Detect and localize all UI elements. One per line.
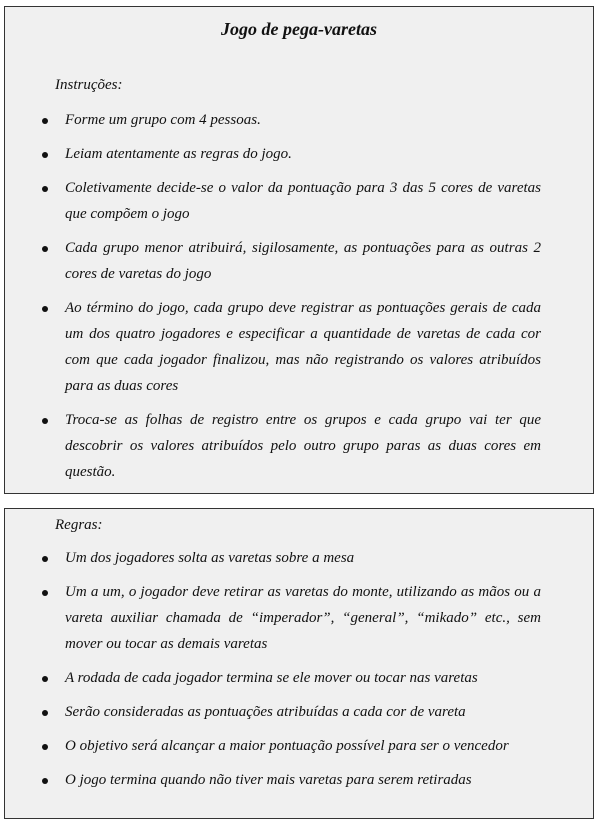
instructions-list xyxy=(5,107,593,493)
bullet-icon xyxy=(42,590,48,596)
bullet-icon xyxy=(42,152,48,158)
list-item-text: A rodada de cada jogador termina se ele mover ou tocar nas varetas xyxy=(65,670,478,686)
bullet-icon xyxy=(42,306,48,312)
list-item xyxy=(5,699,593,725)
list-item xyxy=(5,107,593,133)
list-item-text: Um a um, o jogador deve retirar as varetas do monte, utilizando as mãos ou a vareta auxiliar chamada de “imperador”, “general”, “mikado” etc., sem mover ou tocar as demais varetas xyxy=(65,584,541,652)
list-item-text: O objetivo será alcançar a maior pontuação possível para ser o vencedor xyxy=(65,738,509,754)
list-item-text: O jogo termina quando não tiver mais varetas para serem retiradas xyxy=(65,772,472,788)
bullet-icon xyxy=(42,118,48,124)
list-item-text: Serão consideradas as pontuações atribuídas a cada cor de vareta xyxy=(65,704,466,720)
list-item xyxy=(5,235,593,287)
bullet-icon xyxy=(42,676,48,682)
list-item xyxy=(5,295,593,399)
list-item-text: Troca-se as folhas de registro entre os grupos e cada grupo vai ter que descobrir os valores atribuídos pelo outro grupo paras as duas cores em questão. xyxy=(65,412,541,480)
list-item xyxy=(5,141,593,167)
list-item xyxy=(5,767,593,793)
rules-list xyxy=(5,545,593,801)
rules-label: Regras: xyxy=(55,517,103,533)
list-item-text: Cada grupo menor atribuirá, sigilosamente, as pontuações para as outras 2 cores de varetas do jogo xyxy=(65,240,541,282)
bullet-icon xyxy=(42,778,48,784)
list-item-text: Ao término do jogo, cada grupo deve registrar as pontuações gerais de cada um dos quatro jogadores e especificar a quantidade de varetas de cada cor com que cada jogador finalizou, mas não registrando os valores atribuídos para as duas cores xyxy=(65,300,541,394)
document-title: Jogo de pega-varetas xyxy=(221,19,377,39)
list-item xyxy=(5,665,593,691)
bullet-icon xyxy=(42,556,48,562)
list-item-text: Leiam atentamente as regras do jogo. xyxy=(65,146,292,162)
bullet-icon xyxy=(42,744,48,750)
instructions-box xyxy=(4,6,594,494)
list-item xyxy=(5,579,593,657)
rules-box xyxy=(4,508,594,819)
bullet-icon xyxy=(42,246,48,252)
instructions-label: Instruções: xyxy=(55,77,123,93)
bullet-icon xyxy=(42,418,48,424)
list-item xyxy=(5,175,593,227)
bullet-icon xyxy=(42,186,48,192)
list-item xyxy=(5,733,593,759)
list-item-text: Forme um grupo com 4 pessoas. xyxy=(65,112,261,128)
list-item-text: Coletivamente decide-se o valor da pontuação para 3 das 5 cores de varetas que compõem o jogo xyxy=(65,180,541,222)
list-item-text: Um dos jogadores solta as varetas sobre a mesa xyxy=(65,550,355,566)
bullet-icon xyxy=(42,710,48,716)
list-item xyxy=(5,545,593,571)
list-item xyxy=(5,407,593,485)
